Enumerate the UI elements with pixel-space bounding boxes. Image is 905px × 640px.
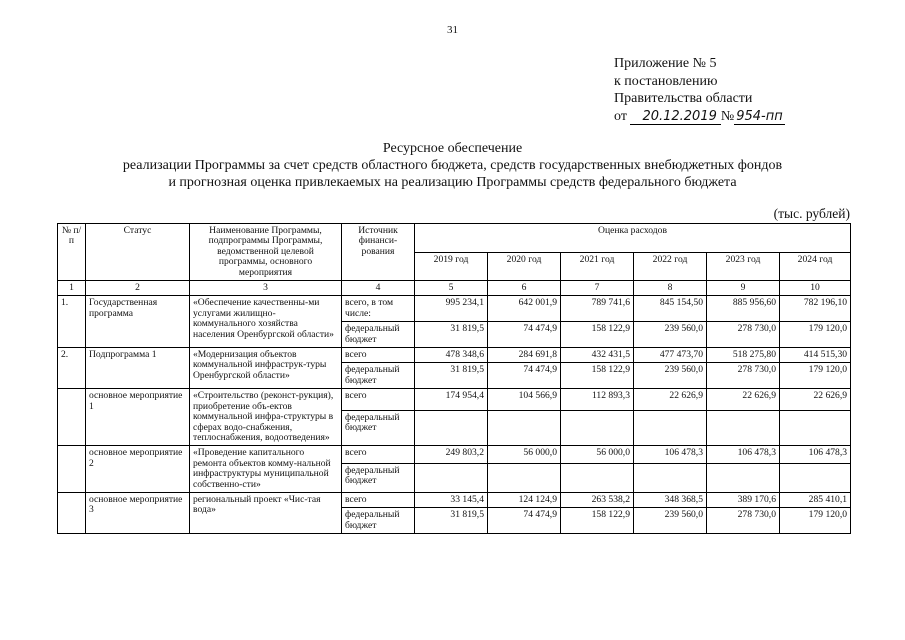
cost-value	[488, 463, 561, 492]
row-status: Государственная программа	[86, 296, 190, 348]
cost-value: 995 234,1	[415, 296, 488, 322]
header-year: 2021 год	[561, 252, 634, 281]
cost-value: 278 730,0	[707, 363, 780, 389]
header-source: Источник финанси-рования	[342, 224, 415, 281]
cost-value	[707, 410, 780, 446]
source-label: всего	[342, 348, 415, 363]
cost-value: 104 566,9	[488, 389, 561, 410]
row-name: «Модернизация объектов коммунальной инфраструк-туры Оренбургской области»	[190, 348, 342, 389]
row-status: основное мероприятие 3	[86, 492, 190, 533]
cost-value: 278 730,0	[707, 322, 780, 348]
row-name: региональный проект «Чис-тая вода»	[190, 492, 342, 533]
source-label: федеральный бюджет	[342, 322, 415, 348]
source-label: федеральный бюджет	[342, 463, 415, 492]
appendix-block	[614, 55, 785, 125]
cost-value: 158 122,9	[561, 508, 634, 534]
title-line-3: и прогнозная оценка привлекаемых на реализацию Программы средств федерального бюджета	[168, 175, 737, 190]
cost-value: 106 478,3	[707, 446, 780, 463]
cost-value: 478 348,6	[415, 348, 488, 363]
cost-value: 284 691,8	[488, 348, 561, 363]
cost-value: 174 954,4	[415, 389, 488, 410]
cost-value: 782 196,10	[780, 296, 851, 322]
column-number: 4	[342, 281, 415, 296]
date-prefix: от	[614, 108, 627, 124]
source-label: всего, в том числе:	[342, 296, 415, 322]
cost-value: 74 474,9	[488, 363, 561, 389]
cost-value: 348 368,5	[634, 492, 707, 507]
cost-value: 518 275,80	[707, 348, 780, 363]
row-status: основное мероприятие 1	[86, 389, 190, 446]
cost-value: 31 819,5	[415, 363, 488, 389]
page-number: 31	[447, 24, 458, 36]
column-number: 9	[707, 281, 780, 296]
cost-value	[780, 410, 851, 446]
cost-value: 432 431,5	[561, 348, 634, 363]
document-title	[60, 140, 845, 191]
cost-value: 239 560,0	[634, 508, 707, 534]
row-number: 2.	[58, 348, 86, 389]
cost-value: 278 730,0	[707, 508, 780, 534]
header-year: 2024 год	[780, 252, 851, 281]
title-line-2: реализации Программы за счет средств областного бюджета, средств государственных внебюджетных фондов	[122, 158, 783, 173]
cost-value: 112 893,3	[561, 389, 634, 410]
header-year: 2023 год	[707, 252, 780, 281]
row-name: «Проведение капитального ремонта объектов комму-нальной инфраструктуры муниципальной собственно-сти»	[190, 446, 342, 493]
cost-value: 74 474,9	[488, 322, 561, 348]
cost-value: 179 120,0	[780, 322, 851, 348]
row-number	[58, 389, 86, 446]
cost-value: 22 626,9	[707, 389, 780, 410]
cost-value: 56 000,0	[561, 446, 634, 463]
header-row	[58, 224, 851, 253]
number-sign: №	[720, 108, 735, 124]
appendix-line-2: к постановлению	[614, 73, 718, 89]
table-row	[58, 446, 851, 463]
source-label: всего	[342, 446, 415, 463]
cost-value	[707, 463, 780, 492]
cost-value: 31 819,5	[415, 508, 488, 534]
header-name: Наименование Программы, подпрограммы Программы, ведомственной целевой программы, основного мероприятия	[190, 224, 342, 281]
cost-value: 239 560,0	[634, 363, 707, 389]
column-number: 7	[561, 281, 634, 296]
column-number: 5	[415, 281, 488, 296]
cost-value	[561, 463, 634, 492]
column-number: 1	[58, 281, 86, 296]
source-label: федеральный бюджет	[342, 410, 415, 446]
appendix-line-3: Правительства области	[614, 91, 753, 106]
row-number	[58, 492, 86, 533]
table-row	[58, 348, 851, 363]
cost-value: 33 145,4	[415, 492, 488, 507]
cost-value: 285 410,1	[780, 492, 851, 507]
cost-value: 477 473,70	[634, 348, 707, 363]
cost-value: 74 474,9	[488, 508, 561, 534]
column-number: 6	[488, 281, 561, 296]
appendix-date-line	[614, 108, 785, 126]
cost-value: 789 741,6	[561, 296, 634, 322]
decree-date: 20.12.2019	[630, 109, 720, 125]
cost-value: 179 120,0	[780, 363, 851, 389]
cost-value: 389 170,6	[707, 492, 780, 507]
column-number: 2	[86, 281, 190, 296]
cost-value: 885 956,60	[707, 296, 780, 322]
table-row	[58, 389, 851, 410]
cost-value: 158 122,9	[561, 322, 634, 348]
column-number: 8	[634, 281, 707, 296]
appendix-line-1: Приложение № 5	[614, 56, 717, 71]
cost-value: 22 626,9	[634, 389, 707, 410]
units-label: (тыс. рублей)	[773, 206, 850, 221]
cost-value	[415, 463, 488, 492]
column-number: 3	[190, 281, 342, 296]
column-number-row	[58, 281, 851, 296]
header-status: Статус	[86, 224, 190, 281]
title-line-1: Ресурсное обеспечение	[382, 141, 523, 156]
row-status: Подпрограмма 1	[86, 348, 190, 389]
row-number: 1.	[58, 296, 86, 348]
source-label: федеральный бюджет	[342, 363, 415, 389]
cost-value: 22 626,9	[780, 389, 851, 410]
cost-value: 106 478,3	[634, 446, 707, 463]
table-row	[58, 492, 851, 507]
cost-value	[561, 410, 634, 446]
column-number: 10	[780, 281, 851, 296]
cost-value	[634, 463, 707, 492]
source-label: всего	[342, 492, 415, 507]
row-name: «Обеспечение качественны-ми услугами жилищно-коммунального хозяйства населения Оренбургской области»	[190, 296, 342, 348]
cost-value: 106 478,3	[780, 446, 851, 463]
source-label: всего	[342, 389, 415, 410]
cost-value: 239 560,0	[634, 322, 707, 348]
cost-value: 158 122,9	[561, 363, 634, 389]
row-status: основное мероприятие 2	[86, 446, 190, 493]
decree-number: 954-пп	[736, 108, 783, 124]
cost-value	[488, 410, 561, 446]
source-label: федеральный бюджет	[342, 508, 415, 534]
cost-value: 263 538,2	[561, 492, 634, 507]
header-year: 2019 год	[415, 252, 488, 281]
cost-value: 179 120,0	[780, 508, 851, 534]
cost-value: 124 124,9	[488, 492, 561, 507]
row-number	[58, 446, 86, 493]
cost-value: 31 819,5	[415, 322, 488, 348]
cost-value: 642 001,9	[488, 296, 561, 322]
header-costs: Оценка расходов	[415, 224, 851, 253]
header-num: № п/п	[58, 224, 86, 281]
table-body	[58, 296, 851, 534]
cost-value: 414 515,30	[780, 348, 851, 363]
cost-value	[780, 463, 851, 492]
cost-value: 845 154,50	[634, 296, 707, 322]
table-row	[58, 296, 851, 322]
header-year: 2020 год	[488, 252, 561, 281]
resource-table	[57, 223, 851, 534]
cost-value: 56 000,0	[488, 446, 561, 463]
cost-value	[634, 410, 707, 446]
header-year: 2022 год	[634, 252, 707, 281]
cost-value: 249 803,2	[415, 446, 488, 463]
cost-value	[415, 410, 488, 446]
row-name: «Строительство (реконст-рукция), приобретение объ-ектов коммунальной инфра-структуры в сферах водо-снабжения, теплоснабжения, водоотведения»	[190, 389, 342, 446]
